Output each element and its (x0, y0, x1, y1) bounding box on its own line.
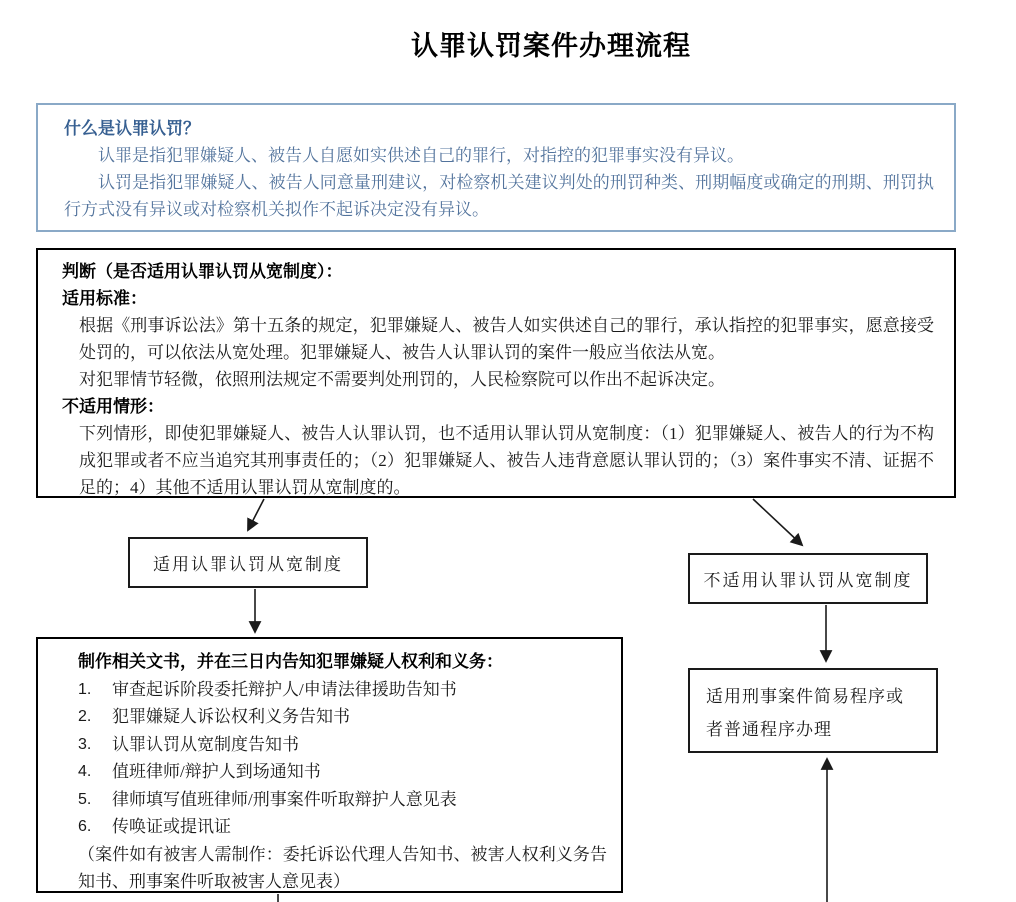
document-item (78, 813, 607, 841)
apply-leniency-label: 适用认罪认罚从宽制度 (153, 555, 343, 574)
definition-box (36, 103, 956, 232)
not-apply-leniency-label: 不适用认罪认罚从宽制度 (703, 571, 913, 590)
document-item (78, 786, 607, 814)
document-item-text: 传唤证或提讯证 (112, 817, 231, 836)
documents-heading: 制作相关文书，并在三日内告知犯罪嫌疑人权利和义务： (78, 652, 503, 671)
document-item-text: 律师填写值班律师/刑事案件听取辩护人意见表 (112, 789, 457, 809)
page-title: 认罪认罚案件办理流程 (411, 31, 691, 61)
judgment-box (36, 248, 956, 498)
document-item-number: 2. (78, 708, 92, 725)
arrow-judgment-to-not-apply (753, 499, 802, 545)
document-item-text: 认罪认罚从宽制度告知书 (112, 734, 299, 754)
document-item-number: 1. (78, 680, 92, 698)
document-item (78, 731, 607, 759)
definition-admit-guilt-text: 认罪是指犯罪嫌疑人、被告人自愿如实供述自己的罪行，对指控的犯罪事实没有异议。 (98, 146, 744, 165)
document-item-text: 审查起诉阶段委托辩护人/申请法律援助告知书 (112, 679, 457, 699)
judgment-heading: 判断（是否适用认罪认罚从宽制度）： (62, 262, 343, 281)
definition-accept-punishment-text: 认罚是指犯罪嫌疑人、被告人同意量刑建议，对检察机关建议判处的刑罚种类、刑期幅度或确定的刑期、刑罚执行方式没有异议或对检察机关拟作不起诉决定没有异议。 (64, 173, 934, 219)
document-item-number: 6. (78, 818, 92, 835)
documents-victim-note: （案件如有被害人需制作：委托诉讼代理人告知书、被害人权利义务告知书、刑事案件听取被害人意见表） (78, 844, 607, 891)
criteria-heading: 适用标准： (62, 289, 147, 308)
arrow-judgment-to-apply (248, 499, 264, 530)
document-item-text: 犯罪嫌疑人诉讼权利义务告知书 (112, 707, 350, 726)
document-item (78, 758, 607, 786)
exclusion-heading: 不适用情形： (62, 397, 164, 416)
document-item (78, 703, 607, 731)
document-item (78, 676, 607, 704)
documents-box (36, 637, 623, 893)
exclusion-paragraph: 下列情形，即使犯罪嫌疑人、被告人认罪认罚，也不适用认罪认罚从宽制度：（1）犯罪嫌疑人、被告人的行为不构成犯罪或者不应当追究其刑事责任的；（2）犯罪嫌疑人、被告人违背意愿认罪认罚的；（3）案件事实不清、证据不足的；4）其他不适用认罪认罚从宽制度的。 (79, 424, 934, 497)
criteria-paragraph-1: 根据《刑事诉讼法》第十五条的规定，犯罪嫌疑人、被告人如实供述自己的罪行，承认指控的犯罪事实，愿意接受处罚的，可以依法从宽处理。犯罪嫌疑人、被告人认罪认罚的案件一般应当依法从宽。 (79, 316, 934, 362)
document-item-number: 3. (78, 735, 92, 753)
document-item-number: 4. (78, 763, 92, 780)
document-item-text: 值班律师/辩护人到场通知书 (112, 762, 321, 781)
document-item-number: 5. (78, 790, 92, 808)
apply-leniency-box (128, 537, 368, 588)
procedure-label: 适用刑事案件简易程序或者普通程序办理 (706, 687, 904, 739)
criteria-paragraph-2: 对犯罪情节轻微，依照刑法规定不需要判处刑罚的，人民检察院可以作出不起诉决定。 (79, 370, 725, 389)
definition-heading: 什么是认罪认罚？ (64, 119, 200, 138)
procedure-box (688, 668, 938, 753)
not-apply-leniency-box (688, 553, 928, 604)
